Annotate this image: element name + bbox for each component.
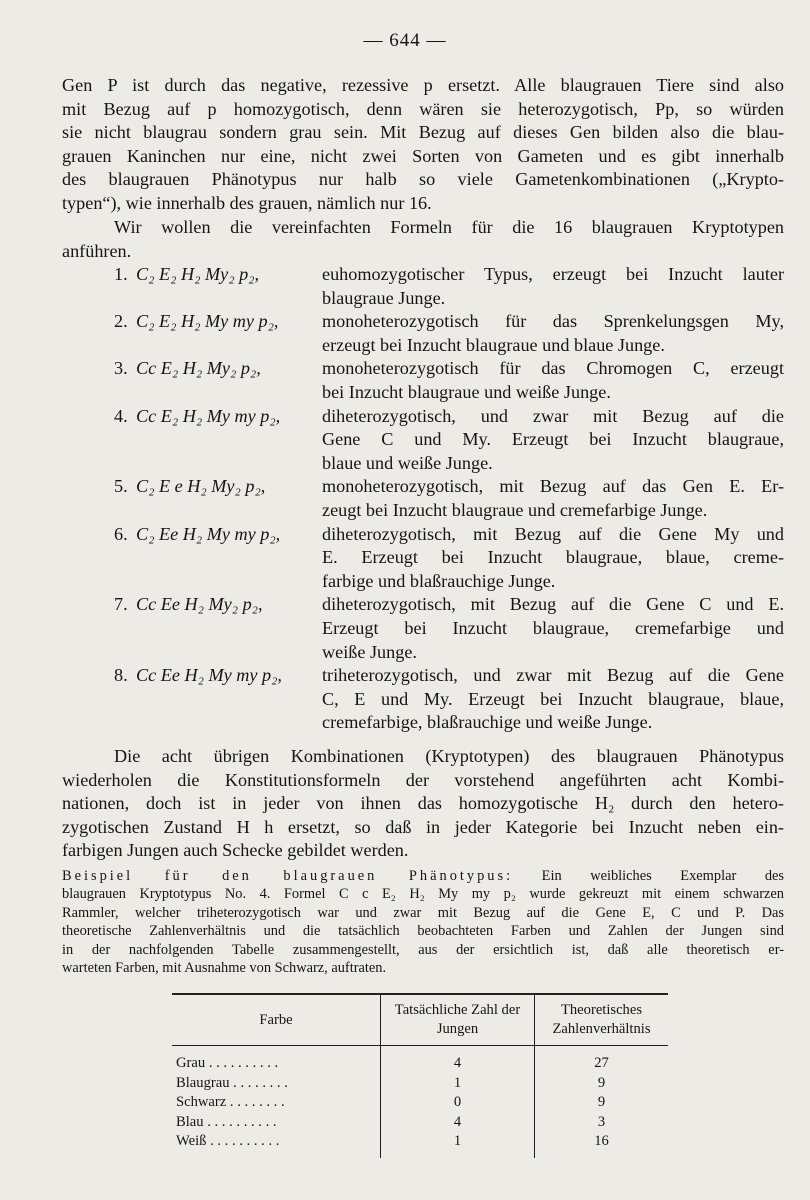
- item-formula: Cc E₂ H₂ My my p₂,: [136, 405, 281, 426]
- table-row: [172, 1113, 668, 1133]
- results-table: [172, 993, 668, 1158]
- list-item: [62, 664, 784, 735]
- item-desc-line: blaue und weiße Junge.: [322, 452, 493, 473]
- cell-actual: 1: [381, 1074, 535, 1094]
- example-heading: Beispiel für den blaugrauen Phänotypus:: [62, 868, 514, 884]
- cell-farbe: Blau . . . . . . . . . .: [176, 1113, 277, 1130]
- item-formula: Cc Ee H₂ My my p₂,: [136, 665, 282, 686]
- item-desc-line: farbige und blaßrauchige Junge.: [322, 570, 556, 591]
- item-desc-line: euhomozygotischer Typus, erzeugt bei Inzucht lauter: [322, 264, 784, 284]
- cell-actual: 0: [381, 1093, 535, 1113]
- text-line: Wir wollen die vereinfachten Formeln für die 16 blaugrauen Kryptotypen: [114, 217, 784, 237]
- cell-actual: 1: [381, 1132, 535, 1158]
- item-formula: C₂ Ee H₂ My my p₂,: [136, 523, 281, 544]
- cell-theoretical: 9: [535, 1093, 669, 1113]
- cell-farbe: Schwarz . . . . . . . .: [176, 1094, 285, 1110]
- item-desc-line: monoheterozygotisch, mit Bezug auf das Gen E. Er-: [322, 476, 784, 497]
- cell-theoretical: 9: [535, 1074, 669, 1094]
- cell-theoretical: 16: [535, 1132, 669, 1158]
- item-desc-line: erzeugt bei Inzucht blaugraue und blaue Junge.: [322, 334, 665, 355]
- item-formula: Cc E₂ H₂ My₂ p₂,: [136, 358, 261, 379]
- cell-theoretical: 3: [535, 1113, 669, 1133]
- column-header: Farbe: [172, 994, 381, 1046]
- kryptotype-list: [62, 263, 784, 735]
- list-item: [62, 405, 784, 476]
- cell-theoretical: 27: [535, 1046, 669, 1074]
- text-line: zygotischen Zustand H h ersetzt, so daß in jeder Kategorie bei Inzucht neben ein-: [62, 816, 784, 837]
- cell-actual: 4: [381, 1046, 535, 1074]
- item-formula: Cc Ee H₂ My₂ p₂,: [136, 594, 263, 615]
- list-item: [62, 357, 784, 404]
- cell-farbe: Blaugrau . . . . . . . .: [176, 1074, 288, 1091]
- item-number: 3.: [114, 358, 128, 379]
- item-desc-line: bei Inzucht blaugraue und weiße Junge.: [322, 381, 611, 402]
- item-number: 6.: [114, 523, 128, 544]
- text-line: nationen, doch ist in jeder von ihnen das homozygotische H₂ durch den hetero-: [62, 793, 784, 814]
- item-number: 7.: [114, 594, 128, 615]
- item-desc-line: cremefarbige, blaßrauchige und weiße Junge.: [322, 712, 653, 733]
- example-first-line: [62, 867, 784, 885]
- text-line: typen“), wie innerhalb des grauen, nämlich nur 16.: [62, 192, 432, 213]
- text-line: wiederholen die Konstitutionsformeln der vorstehend angeführten acht Kombi-: [62, 769, 784, 790]
- item-desc-line: monoheterozygotisch für das Sprenkelungsgen My,: [322, 311, 784, 332]
- cell-farbe: Grau . . . . . . . . . .: [176, 1055, 279, 1071]
- list-item: [62, 523, 784, 594]
- item-desc-line: monoheterozygotisch für das Chromogen C, erzeugt: [322, 358, 784, 379]
- text-line: in der nachfolgenden Tabelle zusammengestellt, aus der ersichtlich ist, daß alle theoretisch er-: [62, 941, 784, 958]
- cell-actual: 4: [381, 1113, 535, 1133]
- example-paragraph: [62, 867, 784, 977]
- text-line: Die acht übrigen Kombinationen (Kryptotypen) des blaugrauen Phänotypus: [114, 746, 784, 766]
- item-desc-line: Gene C und My. Erzeugt bei Inzucht blaugraue,: [322, 429, 784, 450]
- item-desc-line: E. Erzeugt bei Inzucht blaugraue, blaue, creme-: [322, 547, 784, 568]
- item-formula: C₂ E e H₂ My₂ p₂,: [136, 476, 266, 497]
- list-item: [62, 310, 784, 357]
- item-formula: C₂ E₂ H₂ My₂ p₂,: [136, 264, 260, 284]
- item-number: 2.: [114, 311, 128, 332]
- item-desc-line: Erzeugt bei Inzucht blaugraue, cremefarbige und: [322, 617, 784, 638]
- item-desc-line: diheterozygotisch, und zwar mit Bezug auf die: [322, 405, 784, 426]
- table-row: [172, 1046, 668, 1074]
- item-number: 5.: [114, 476, 128, 497]
- text-line: des blaugrauen Phänotypus nur halb so viele Gametenkombinationen („Krypto-: [62, 169, 784, 190]
- item-desc-line: weiße Junge.: [322, 641, 417, 662]
- list-item: [62, 593, 784, 664]
- lead-paragraph: [62, 216, 784, 263]
- example-text: Ein weibliches Exemplar des: [541, 868, 784, 884]
- text-line: farbigen Jungen auch Schecke gebildet werden.: [62, 840, 409, 861]
- text-line: mit Bezug auf p homozygotisch, denn wären sie heterozygotisch, Pp, so würden: [62, 98, 784, 119]
- table-row: [172, 1132, 668, 1158]
- item-number: 4.: [114, 405, 128, 426]
- table-row: [172, 1093, 668, 1113]
- text-line: grauen Kaninchen nur eine, nicht zwei Sorten von Gameten und es gibt innerhalb: [62, 145, 784, 166]
- item-desc-line: triheterozygotisch, und zwar mit Bezug auf die Gene: [322, 665, 784, 686]
- item-number: 8.: [114, 665, 128, 686]
- item-desc-line: diheterozygotisch, mit Bezug auf die Gene C und E.: [322, 594, 784, 615]
- column-header: Tatsächliche Zahl der Jungen: [381, 994, 535, 1046]
- item-desc-line: zeugt bei Inzucht blaugraue und cremefarbige Junge.: [322, 499, 708, 520]
- list-item: [62, 475, 784, 522]
- column-header: Theoretisches Zahlenverhältnis: [535, 994, 669, 1046]
- text-line: warteten Farben, mit Ausnahme von Schwarz, auftraten.: [62, 960, 387, 977]
- text-line: blaugrauen Kryptotypus No. 4. Formel C c E₂ H₂ My my p₂ wurde gekreuzt mit einem schwarzen: [62, 886, 784, 903]
- item-formula: C₂ E₂ H₂ My my p₂,: [136, 311, 279, 332]
- text-line: Rammler, welcher triheterozygotisch war und zwar mit Bezug auf die Gene E, C und P. Das: [62, 904, 784, 921]
- item-desc-line: diheterozygotisch, mit Bezug auf die Gene My und: [322, 523, 784, 544]
- item-desc-line: C, E und My. Erzeugt bei Inzucht blaugraue, blaue,: [322, 688, 784, 709]
- list-item: [62, 263, 784, 310]
- cell-farbe: Weiß . . . . . . . . . .: [176, 1133, 280, 1149]
- text-line: theoretische Zahlenverhältnis und die tatsächlich beobachteten Farben und Zahlen der Jungen sind: [62, 923, 784, 940]
- intro-paragraph: [62, 74, 784, 216]
- page-number: — 644 —: [363, 30, 447, 51]
- item-number: 1.: [114, 264, 128, 284]
- item-desc-line: blaugraue Junge.: [322, 287, 446, 308]
- text-line: sie nicht blaugrau sondern grau sein. Mit Bezug auf dieses Gen bilden also die blau-: [62, 122, 784, 143]
- summary-paragraph: [62, 745, 784, 863]
- table-row: [172, 1074, 668, 1094]
- text-line: Gen P ist durch das negative, rezessive p ersetzt. Alle blaugrauen Tiere sind also: [62, 75, 784, 95]
- text-line: anführen.: [62, 240, 132, 261]
